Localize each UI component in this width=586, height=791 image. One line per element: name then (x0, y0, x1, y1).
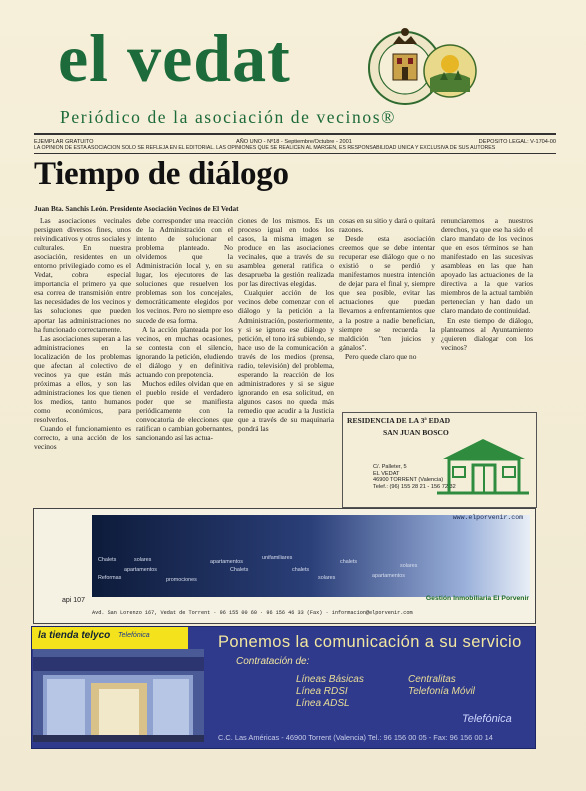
article-byline: Juan Bta. Sanchis León. Presidente Asociación Vecinos de El Vedat (34, 205, 239, 213)
article-column-3 (238, 216, 334, 433)
telyco-headline: Ponemos la comunicación a su servicio (218, 633, 522, 651)
paragraph: Cuando el funcionamiento es correcto, a una acción de los vecinos (34, 424, 131, 452)
telyco-services-left (296, 674, 364, 710)
service-item: Línea RDSI (296, 686, 348, 697)
address-line: C/. Palleter, 5 (373, 464, 407, 470)
service-item: Centralitas (408, 674, 456, 685)
article-column-2 (136, 216, 233, 442)
paragraph: cosas en su sitio y dará o quitará razones. (339, 216, 435, 235)
address-line: EL VEDAT (373, 470, 400, 477)
telefonica-brand: Telefónica (462, 713, 512, 725)
masthead-rule-top (34, 133, 556, 135)
paragraph: Cualquier acción de los vecinos debe comenzar con el diálogo y la petición a la Administración, posteriormente, y si se ignora ese diálogo y petición, el tono irá subiendo, se hace uso de la comunicación a través de los medios (prensa, radio, televisión) del problema, esperando la reacción de los administradores y si se sigue ignorando en esa solicitud, en algunos casos no queda más remedio que acudir a la Justicia que a través de su maquinaria pondrá las (238, 288, 334, 434)
service-item: Telefonía Móvil (408, 686, 475, 697)
banner-word: solares (318, 575, 336, 581)
paragraph: ciones de los mismos. Es un proceso igual en todos los casos, la misma imagen se produce en las asociaciones vecinales, que a través de su asamblea general ratifica o desaprueba la gestión realizada por las directivas elegidas. (238, 216, 334, 289)
banner-word: chalets (340, 559, 358, 565)
article-headline: Tiempo de diálogo (34, 156, 289, 192)
banner-word: apartamentos (210, 559, 243, 565)
banner-word: solares (134, 557, 152, 563)
editorial-disclaimer: LA OPINION DE ESTA ASOCIACION SOLO SE REFLEJA EN EL EDITORIAL. LAS OPINIONES QUE SE REALICEN AL MARGEN, ES RESPONSABILIDAD UNICA Y EXCLUSIVA DE SUS AUTORES (34, 145, 496, 151)
residencia-advert (342, 412, 537, 508)
masthead-subtitle: Periódico de la asociación de vecinos® (60, 107, 397, 127)
paragraph: A la acción planteada por los vecinos, en muchas ocasiones, se contesta con el silencio, ignorando la petición, eludiendo el diálogo y en definitiva actuando con prepotencia. (136, 324, 233, 379)
banner-word: promociones (166, 577, 197, 583)
porvenir-company: Gestión Inmobiliaria El Porvenir (425, 595, 529, 602)
telyco-services-right (408, 674, 475, 698)
banner-word: Reformas (98, 575, 122, 581)
banner-word: apartamentos (124, 567, 157, 573)
article-column-1 (34, 216, 131, 451)
residencia-subtitle: SAN JUAN BOSCO (383, 428, 449, 437)
banner-word: unifamiliares (262, 555, 293, 561)
paragraph: Pero quede claro que no (345, 351, 417, 361)
article-column-5 (441, 216, 533, 352)
service-item: Línea ADSL (296, 698, 350, 709)
telyco-logo (32, 627, 188, 649)
article-column-4 (339, 216, 435, 361)
paragraph: Muchos ediles olvidan que en el pueblo reside el verdadero poder que se manifiesta periódicamente con la convocatoria de elecciones que ratifican o cambian gobernantes, sancionando así las actua- (136, 378, 233, 443)
telyco-logo-brand: Telefónica (118, 632, 150, 639)
banner-word: Chalets (230, 567, 249, 573)
banner-word: chalets (292, 567, 310, 573)
sun-emblem-icon (420, 40, 480, 102)
banner-word: solares (400, 563, 418, 569)
shop-front-photo-icon (33, 649, 204, 742)
legal-deposit: DEPOSITO LEGAL: V-1704-00 (478, 139, 556, 145)
telyco-advert (31, 626, 536, 749)
paragraph: debe corresponder una reacción de la Administración con el intento de solucionar el problema planteado. No olvidemos que la Administración local y, en su lugar, los ejecutores de las soluciones que resuelven los problemas son los concejales, democráticamente elegidos por los vecinos. Pero no siempre eso sucede de esa forma. (136, 216, 233, 325)
masthead-title: el vedat (58, 20, 291, 96)
telyco-logo-text: la tienda telyco (38, 630, 111, 641)
paragraph: renunciaremos a nuestros derechos, ya que ese ha sido el claro mandato de los vecinos que en esos términos se han manifestado en las sucesivas asambleas en las que han apoyado las actuaciones de la directiva a la que varios miembros de la actual también pertenecían y han dado un claro mandato de continuidad. (441, 216, 533, 316)
paragraph: Las asociaciones superan a las administraciones en la localización de los problemas que afectan al colectivo de vecinos ya que están más próximas a ellos, y son las administraciones los que tienen los medios, tanto humanos como económicos, para resolverlos. (34, 333, 131, 425)
banner-word: Chalets (98, 557, 117, 563)
paragraph: Desde esta asociación creemos que se debe intentar recuperar ese diálogo que o no existió o se perdió y manifestamos nuestra intención de dejar para el final y, siempre que sea posible, evitar las actuaciones que puedan llevarnos a enfrentamientos que a la postre a nadie benefician, siempre se recuerda la maldición "ten juicios y gánalos". (339, 234, 435, 352)
residencia-title: RESIDENCIA DE LA 3ª EDAD (347, 416, 451, 425)
address-phone: Telef.: (96) 155 28 21 - 156 72 32 (373, 483, 456, 490)
free-copy-label: EJEMPLAR GRATUITO (34, 139, 94, 145)
telyco-footer: C.C. Las Américas - 46900 Torrent (Valencia) Tel.: 96 156 00 05 - Fax: 96 156 00 14 (218, 733, 493, 742)
porvenir-advert (33, 508, 536, 624)
telyco-contratacion: Contratación de: (236, 656, 310, 667)
residencia-address (373, 464, 456, 490)
issue-number: AÑO UNO - Nº18 - Septiembre/Octubre - 2001 (236, 139, 352, 145)
porvenir-banner (92, 515, 530, 597)
porvenir-website: www.elporvenir.com (452, 514, 523, 521)
banner-word: apartamentos (372, 573, 405, 579)
porvenir-footer: Avd. San Lorenzo 167, Vedat de Torrent · 96 155 00 60 · 96 156 46 33 (Fax) · informacion@elporvenir.com (92, 610, 413, 616)
paragraph: Las asociaciones vecinales persiguen diversos fines, unos reivindicativos y otros sociales y culturales. En nuestra asociación, residentes en un entorno privilegiado como es el Vedat, cobra especial importancia el primero ya que esa correa de transmisión entre las necesidades de los vecinos y las soluciones que pueden aportar las administraciones no ha funcionado correctamente. (34, 216, 131, 334)
api-logo: api 107 (62, 597, 85, 604)
service-item: Líneas Básicas (296, 674, 364, 685)
address-line: 46900 TORRENT (Valencia) (373, 477, 444, 484)
paragraph: En este tiempo de diálogo, planteamos al Ayuntamiento ¿quieren dialogar con los vecinos? (441, 315, 533, 352)
